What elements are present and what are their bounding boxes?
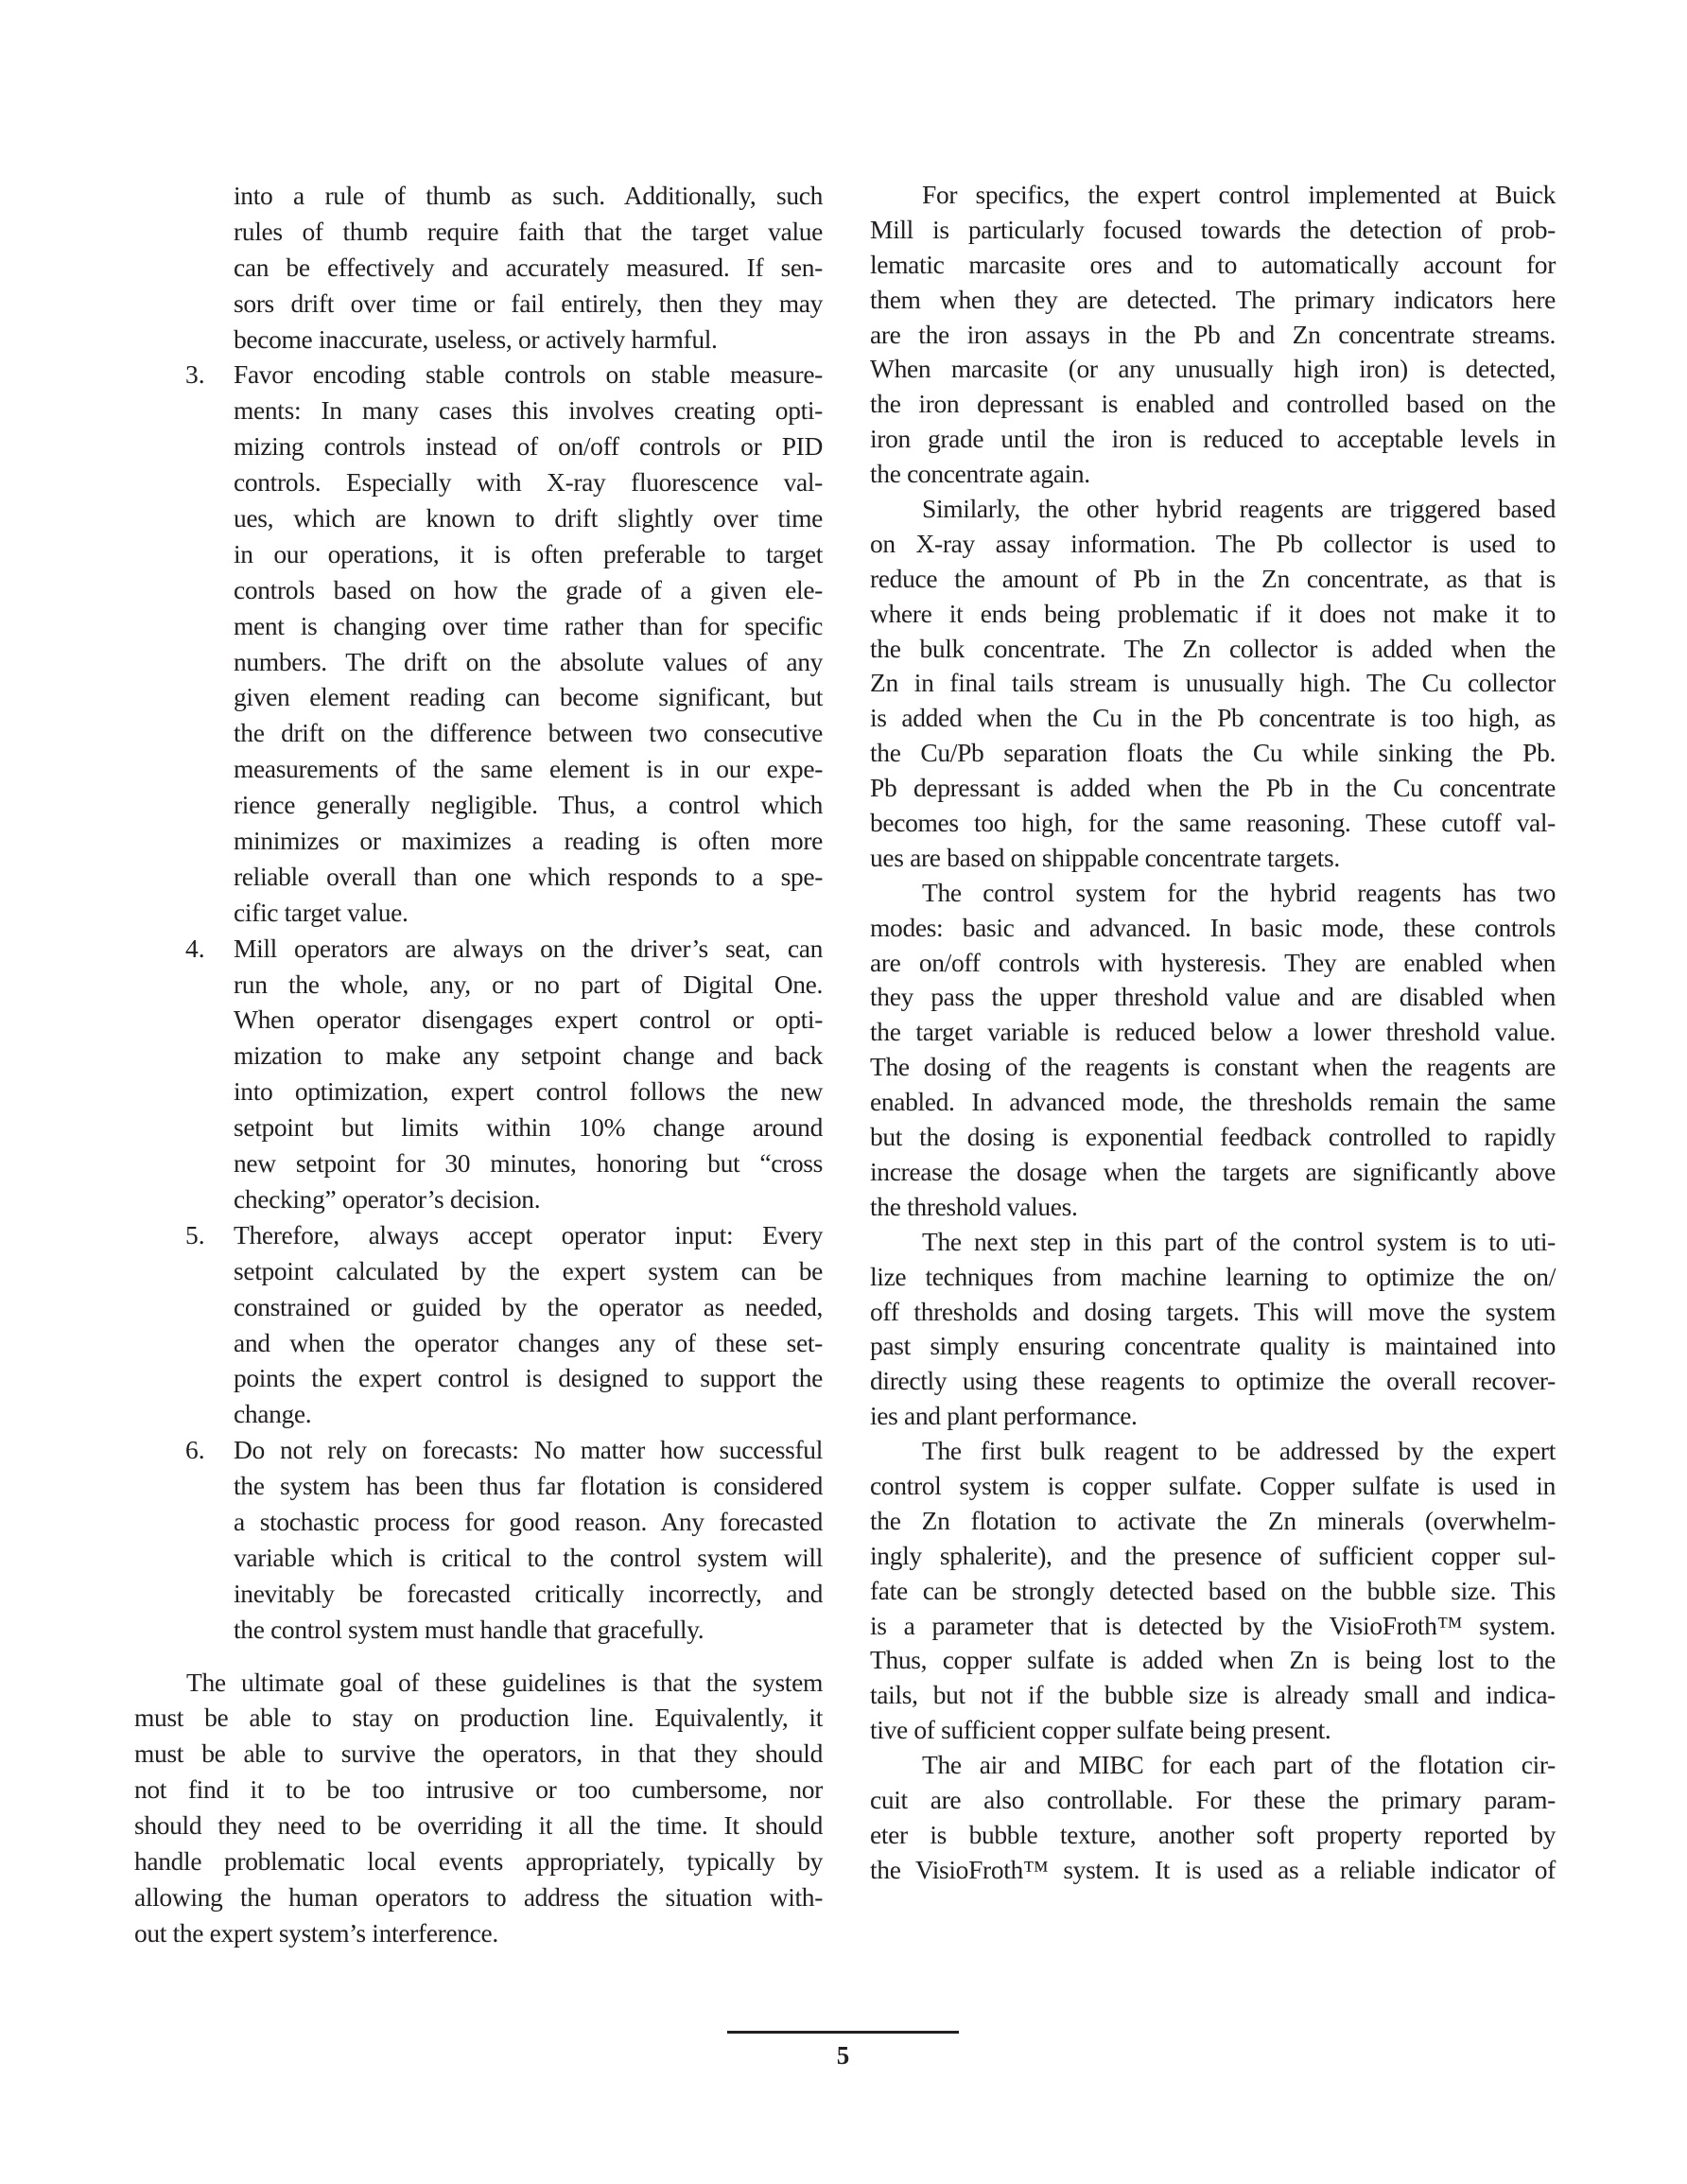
text-line: increase the dosage when the targets are significantly above bbox=[870, 1156, 1556, 1186]
text-line: out the expert system’s interference. bbox=[134, 1917, 498, 1948]
text-line: When marcasite (or any unusually high iron) is detected, bbox=[870, 354, 1556, 384]
text-line: tive of sufficient copper sulfate being present. bbox=[870, 1715, 1331, 1745]
text-line: lize techniques from machine learning to optimize the on/ bbox=[870, 1261, 1556, 1291]
text-line: fate can be strongly detected based on the bubble size. This bbox=[870, 1575, 1556, 1605]
paragraph-air-mibc bbox=[870, 1748, 1556, 1888]
text-line: enabled. In advanced mode, the thresholds remain the same bbox=[870, 1087, 1556, 1117]
text-line: run the whole, any, or no part of Digital One. bbox=[234, 969, 823, 999]
list-number: 6. bbox=[185, 1435, 205, 1465]
text-line: not find it to be too intrusive or too cumbersome, nor bbox=[134, 1774, 823, 1805]
text-line: constrained or guided by the operator as needed, bbox=[234, 1291, 823, 1321]
text-line: should they need to be overriding it all the time. It should bbox=[134, 1810, 823, 1841]
text-line: Similarly, the other hybrid reagents are triggered based bbox=[922, 494, 1556, 524]
text-line: mizing controls instead of on/off controls or PID bbox=[234, 431, 823, 462]
text-line: ues are based on shippable concentrate targets. bbox=[870, 842, 1340, 872]
text-line: Thus, copper sulfate is added when Zn is being lost to the bbox=[870, 1645, 1556, 1675]
text-line: change. bbox=[234, 1399, 312, 1429]
text-line: ues, which are known to drift slightly over time bbox=[234, 503, 823, 533]
closing-paragraph bbox=[134, 1665, 823, 1951]
text-line: modes: basic and advanced. In basic mode, these controls bbox=[870, 912, 1556, 942]
text-line: Favor encoding stable controls on stable measure- bbox=[234, 359, 823, 390]
text-line: a stochastic process for good reason. Any forecasted bbox=[234, 1506, 823, 1536]
text-line: handle problematic local events appropriately, typically by bbox=[134, 1845, 823, 1876]
text-line: into optimization, expert control follows the new bbox=[234, 1076, 823, 1107]
text-line: ingly sphalerite), and the presence of sufficient copper sul- bbox=[870, 1540, 1556, 1570]
paragraph-hybrid-reagents bbox=[870, 492, 1556, 876]
text-line: The dosing of the reagents is constant when the reagents are bbox=[870, 1052, 1556, 1082]
list-item-6 bbox=[134, 1432, 823, 1647]
text-line: the Cu/Pb separation floats the Cu while sinking the Pb. bbox=[870, 738, 1556, 768]
right-column bbox=[870, 178, 1556, 1888]
text-line: allowing the human operators to address the situation with- bbox=[134, 1881, 823, 1912]
text-line: becomes too high, for the same reasoning. These cutoff val- bbox=[870, 808, 1556, 838]
text-line: rience generally negligible. Thus, a control which bbox=[234, 790, 823, 820]
text-line: the iron depressant is enabled and controlled based on the bbox=[870, 389, 1556, 419]
paragraph-copper-sulfate bbox=[870, 1434, 1556, 1748]
text-line: The air and MIBC for each part of the flotation cir- bbox=[922, 1750, 1556, 1780]
text-line: sors drift over time or fail entirely, then they may bbox=[234, 288, 823, 318]
text-line: reduce the amount of Pb in the Zn concentrate, as that is bbox=[870, 563, 1556, 593]
text-line: must be able to stay on production line. Equivalently, it bbox=[134, 1703, 823, 1733]
text-line: directly using these reagents to optimize the overall recover- bbox=[870, 1366, 1556, 1396]
text-line: The control system for the hybrid reagents has two bbox=[922, 877, 1556, 907]
text-line: is added when the Cu in the Pb concentrate is too high, as bbox=[870, 703, 1556, 733]
text-line: setpoint but limits within 10% change around bbox=[234, 1112, 823, 1143]
text-line: minimizes or maximizes a reading is often more bbox=[234, 826, 823, 856]
text-line: For specifics, the expert control implemented at Buick bbox=[922, 180, 1556, 209]
text-line: ments: In many cases this involves creating opti- bbox=[234, 395, 823, 426]
text-line: mization to make any setpoint change and back bbox=[234, 1040, 823, 1071]
text-line: where it ends being problematic if it does not make it to bbox=[870, 598, 1556, 628]
paragraph-specifics bbox=[870, 178, 1556, 492]
text-line: setpoint calculated by the expert system can be bbox=[234, 1255, 823, 1285]
text-line: in our operations, it is often preferable to target bbox=[234, 538, 823, 568]
text-line: the target variable is reduced below a lower threshold value. bbox=[870, 1017, 1556, 1047]
text-line: the threshold values. bbox=[870, 1191, 1078, 1221]
text-line: are the iron assays in the Pb and Zn concentrate streams. bbox=[870, 319, 1556, 349]
text-line: points the expert control is designed to support the bbox=[234, 1363, 823, 1393]
paragraph-spacer bbox=[134, 1648, 823, 1665]
footer-rule bbox=[727, 2031, 959, 2034]
paragraph-next-step bbox=[870, 1225, 1556, 1434]
text-line: tails, but not if the bubble size is already small and indica- bbox=[870, 1680, 1556, 1710]
page-number: 5 bbox=[836, 2041, 850, 2070]
text-line: The first bulk reagent to be addressed by the expert bbox=[922, 1436, 1556, 1466]
text-line: Therefore, always accept operator input: Every bbox=[234, 1219, 823, 1249]
text-line: The next step in this part of the control system is to uti- bbox=[922, 1226, 1556, 1256]
text-line: eter is bubble texture, another soft property reported by bbox=[870, 1819, 1556, 1849]
text-line: given element reading can become significant, but bbox=[234, 682, 823, 712]
text-line: control system is copper sulfate. Copper sulfate is used in bbox=[870, 1470, 1556, 1500]
text-line: measurements of the same element is in our expe- bbox=[234, 754, 823, 784]
text-line: ies and plant performance. bbox=[870, 1401, 1138, 1431]
text-line: the control system must handle that gracefully. bbox=[234, 1614, 704, 1644]
text-line: cuit are also controllable. For these the primary param- bbox=[870, 1784, 1556, 1814]
text-line: become inaccurate, useless, or actively harmful. bbox=[234, 323, 718, 354]
text-line: controls. Especially with X-ray fluorescence val- bbox=[234, 467, 823, 498]
list-item-5 bbox=[134, 1217, 823, 1432]
text-line: numbers. The drift on the absolute values of any bbox=[234, 646, 823, 676]
text-line: must be able to survive the operators, in that they should bbox=[134, 1738, 823, 1769]
text-line: into a rule of thumb as such. Additionally, such bbox=[234, 181, 823, 210]
text-line: the drift on the difference between two consecutive bbox=[234, 718, 823, 748]
text-line: The ultimate goal of these guidelines is that the system bbox=[186, 1667, 823, 1697]
text-line: inevitably be forecasted critically incorrectly, and bbox=[234, 1578, 823, 1608]
text-line: can be effectively and accurately measured. If sen- bbox=[234, 252, 823, 282]
text-line: and when the operator changes any of these set- bbox=[234, 1327, 823, 1357]
text-line: lematic marcasite ores and to automatically account for bbox=[870, 249, 1556, 279]
text-line: Do not rely on forecasts: No matter how successful bbox=[234, 1435, 823, 1465]
text-line: the Zn flotation to activate the Zn minerals (overwhelm- bbox=[870, 1505, 1556, 1535]
text-line: Pb depressant is added when the Pb in the Cu concentrate bbox=[870, 773, 1556, 803]
text-line: past simply ensuring concentrate quality is maintained into bbox=[870, 1331, 1556, 1361]
text-line: on X-ray assay information. The Pb collector is used to bbox=[870, 528, 1556, 558]
text-line: them when they are detected. The primary indicators here bbox=[870, 284, 1556, 314]
text-line: checking” operator’s decision. bbox=[234, 1183, 541, 1214]
text-line: variable which is critical to the control system will bbox=[234, 1542, 823, 1572]
text-line: ment is changing over time rather than for specific bbox=[234, 610, 823, 640]
text-line: but the dosing is exponential feedback controlled to rapidly bbox=[870, 1122, 1556, 1152]
list-item-4 bbox=[134, 931, 823, 1217]
text-line: the concentrate again. bbox=[870, 459, 1090, 489]
paragraph-control-modes bbox=[870, 876, 1556, 1225]
text-line: iron grade until the iron is reduced to acceptable levels in bbox=[870, 424, 1556, 454]
text-line: the VisioFroth™ system. It is used as a reliable indicator of bbox=[870, 1854, 1556, 1884]
list-item-3 bbox=[134, 357, 823, 930]
text-line: cific target value. bbox=[234, 897, 409, 927]
text-line: they pass the upper threshold value and are disabled when bbox=[870, 982, 1556, 1012]
text-line: is a parameter that is detected by the VisioFroth™ system. bbox=[870, 1610, 1556, 1640]
text-line: are on/off controls with hysteresis. They are enabled when bbox=[870, 947, 1556, 977]
list-number: 3. bbox=[185, 359, 205, 390]
text-line: Mill operators are always on the driver’s seat, can bbox=[234, 933, 823, 963]
text-line: off thresholds and dosing targets. This will move the system bbox=[870, 1296, 1556, 1326]
text-line: reliable overall than one which responds to a spe- bbox=[234, 861, 823, 891]
text-line: Zn in final tails stream is unusually high. The Cu collector bbox=[870, 668, 1556, 698]
text-line: the bulk concentrate. The Zn collector is added when the bbox=[870, 633, 1556, 663]
text-line: new setpoint for 30 minutes, honoring but “cross bbox=[234, 1148, 823, 1179]
text-line: rules of thumb require faith that the target value bbox=[234, 216, 823, 246]
text-line: the system has been thus far flotation is considered bbox=[234, 1471, 823, 1501]
text-line: controls based on how the grade of a given ele- bbox=[234, 574, 823, 604]
list-number: 5. bbox=[185, 1219, 205, 1249]
text-line: Mill is particularly focused towards the detection of prob- bbox=[870, 214, 1556, 244]
list-number: 4. bbox=[185, 933, 205, 963]
text-line: When operator disengages expert control or opti- bbox=[234, 1005, 823, 1035]
continuation-text bbox=[134, 178, 823, 357]
left-column bbox=[134, 178, 823, 1951]
